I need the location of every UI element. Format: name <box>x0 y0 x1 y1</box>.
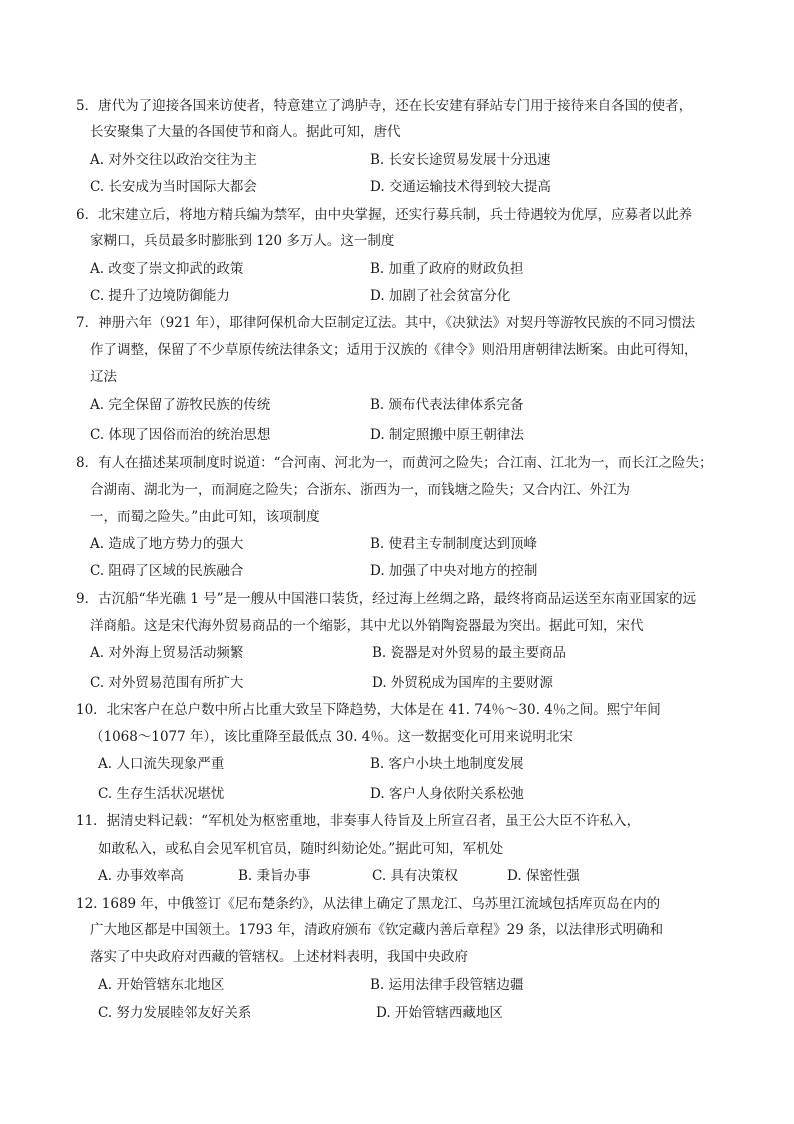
option-c: C. 阻碍了区域的民族融合 <box>90 563 244 579</box>
option-a: A. 完全保留了游牧民族的传统 <box>90 397 271 413</box>
option-d: D. 开始管辖西藏地区 <box>376 1005 503 1021</box>
option-b: B. 颁布代表法律体系完备 <box>370 397 524 413</box>
question-stem-line: 洋商船。这是宋代海外贸易商品的一个缩影，其中尤以外销陶瓷器最为突出。据此可知，宋代 <box>90 618 644 634</box>
option-c: C. 体现了因俗而治的统治思想 <box>90 427 271 443</box>
option-d: D. 加剧了社会贫富分化 <box>370 288 511 304</box>
option-a: A. 开始管辖东北地区 <box>98 977 225 993</box>
option-d: D. 加强了中央对地方的控制 <box>370 563 538 579</box>
option-a: A. 人口流失现象严重 <box>98 756 225 772</box>
option-d: D. 保密性强 <box>507 868 580 884</box>
question-stem-line: 如敢私入，或私自会见军机官员，随时纠劾论处。”据此可知，军机处 <box>98 841 504 857</box>
option-d: D. 客户人身依附关系松弛 <box>370 786 524 802</box>
option-a: A. 改变了崇文抑武的政策 <box>90 261 244 277</box>
question-stem-line: 长安聚集了大量的各国使节和商人。据此可知，唐代 <box>90 124 401 140</box>
option-b: B. 客户小块土地制度发展 <box>370 756 524 772</box>
question-stem-line: 合湖南、湖北为一，而洞庭之险失；合浙东、浙西为一，而钱塘之险失；又合内江、外江为 <box>90 482 630 498</box>
question-stem-line: 落实了中央政府对西藏的管辖权。上述材料表明，我国中央政府 <box>90 949 468 965</box>
question-stem-line: 7．神册六年（921 年），耶律阿保机命大臣制定辽法。其中，《决狱法》对契丹等游牧民族的不同习惯法 <box>76 315 696 331</box>
option-b: B. 瓷器是对外贸易的最主要商品 <box>372 645 567 661</box>
question-stem-line: 作了调整，保留了不少草原传统法律条文；适用于汉族的《律令》则沿用唐朝律法断案。由此可得知， <box>90 342 698 358</box>
option-c: C. 具有决策权 <box>372 868 458 884</box>
option-b: B. 秉旨办事 <box>238 868 311 884</box>
question-stem-line: 广大地区都是中国领土。1793 年，清政府颁布《钦定藏内善后章程》29 条，以法律形式明确和 <box>90 922 664 938</box>
option-a: A. 对外海上贸易活动频繁 <box>90 645 244 661</box>
question-stem-line: （1068～1077 年），该比重降至最低点 30. 4％。这一数据变化可用来说明北宋 <box>90 729 573 745</box>
option-a: A. 对外交往以政治交往为主 <box>90 152 257 168</box>
option-c: C. 提升了边境防御能力 <box>90 288 230 304</box>
question-stem-line: 11．据清史料记载：“军机处为枢密重地，非奏事人待旨及上所宣召者，虽王公大臣不许私入， <box>76 813 641 829</box>
question-stem-line: 5．唐代为了迎接各国来访使者，特意建立了鸿胪寺，还在长安建有驿站专门用于接待来自各国的使者， <box>76 98 693 114</box>
option-b: B. 加重了政府的财政负担 <box>370 261 524 277</box>
option-c: C. 努力发展睦邻友好关系 <box>98 1005 252 1021</box>
question-stem-line: 10．北宋客户在总户数中所占比重大致呈下降趋势，大体是在 41. 74％～30. 4％之间。熙宁年间 <box>76 702 661 718</box>
option-a: A. 办事效率高 <box>98 868 184 884</box>
option-b: B. 运用法律手段管辖边疆 <box>370 977 524 993</box>
option-c: C. 长安成为当时国际大都会 <box>90 179 257 195</box>
question-stem-line: 家糊口，兵员最多时膨胀到 120 多万人。这一制度 <box>90 233 395 249</box>
question-stem-line: 一，而蜀之险失。”由此可知，该项制度 <box>90 509 320 525</box>
question-stem-line: 9．古沉船“华光礁 1 号”是一艘从中国港口装货，经过海上丝绸之路，最终将商品运送至东南亚国家的远 <box>76 591 697 607</box>
option-d: D. 外贸税成为国库的主要财源 <box>372 675 553 691</box>
option-c: C. 生存生活状况堪忧 <box>98 786 225 802</box>
option-d: D. 交通运输技术得到较大提高 <box>370 179 551 195</box>
option-a: A. 造成了地方势力的强大 <box>90 536 244 552</box>
option-b: B. 使君主专制制度达到顶峰 <box>370 536 538 552</box>
question-stem-line: 12. 1689 年，中俄签订《尼布楚条约》，从法律上确定了黑龙江、乌苏里江流域包括库页岛在内的 <box>76 896 661 912</box>
question-stem-line: 辽法 <box>90 369 117 385</box>
option-b: B. 长安长途贸易发展十分迅速 <box>370 152 551 168</box>
question-stem-line: 6．北宋建立后，将地方精兵编为禁军，由中央掌握，还实行募兵制，兵士待遇较为优厚，应募者以此养 <box>76 207 693 223</box>
option-c: C. 对外贸易范围有所扩大 <box>90 675 244 691</box>
question-stem-line: 8．有人在描述某项制度时说道：“合河南、河北为一，而黄河之险失；合江南、江北为一，而长江之险失； <box>76 455 713 471</box>
option-d: D. 制定照搬中原王朝律法 <box>370 427 524 443</box>
